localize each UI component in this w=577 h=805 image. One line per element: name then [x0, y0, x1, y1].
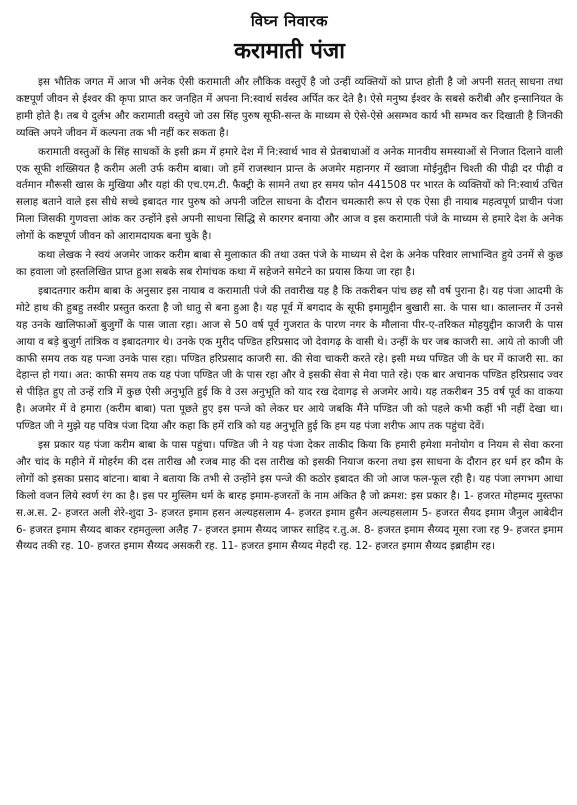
paragraph: इबादतगार करीम बाबा के अनुसार इस नायाब व करामाती पंजे की तवारीख यह है कि तकरीबन पांच छह सौ वर्ष पुराना है। यह पंजा आदमी के मोटे हाथ की हुबहु तस्वीर प्रस्तुत करता है जो धातु से बना हुआ है। यह पूर्व में बगदाद के सूफी इमामुद्दीन बुखारी सा. के पास था। कालान्तर में उनसे यह उनके खालिफाओं बुजुर्गों के पास जाता रहा। आज से 50 वर्ष पूर्व गुजरात के पारण नगर के मौलाना पीर-ए-तरिकत मोहयुद्दीन काजरी के पास आया व बड़े बुजुर्ग तांत्रिक व इबादतगार थे। उनके एक मुरीद पण्डित हरिप्रसाद जो देवागढ़ के वासी थे। उन्हीं के घर जब काजरी सा. आये तो काजी जी काफी समय तक यह पन्जा उनके पास रहा। पण्डित हरिप्रसाद काजरी सा. की सेवा चाकरी करते रहे। इसी मध्य पण्डित जी के घर में काजरी सा. का देहान्त हो गया। अत: काफी समय तक यह पंजा पण्डित जी के पास रहा और वे इसकी सेवा से मेवा पाते रहे। एक बार अचानक पण्डित हरिप्रसाद ज्वर से पीड़ित हुए तो उन्हें रात्रि में कुछ ऐसी अनुभूति हुई कि वे उस अनुभूति को याद रख देवागढ़ से अजमेर आये। यह तकरीबन 35 वर्ष पूर्व का वाकया है। अजमेर में वे हमारा (करीम बाबा) पता पूछते हुए इस पन्जे को लेकर घर आये जबकि मैंने पण्डित जी को पहले कभी कहीं भी नहीं देखा था। पण्डित जी ने मुझे यह पवित्र पंजा दिया और कहा कि हमें रात्रि को यह अनुभूति हुई कि हम यह पंजा शरीफ आप तक पहुंचा देवें।: [16, 284, 564, 433]
paragraph: इस प्रकार यह पंजा करीम बाबा के पास पहुंचा। पण्डित जी ने यह पंजा देकर ताकीद किया कि हमारी हमेशा मनोयोग व नियम से सेवा करना और चांद के महीने में मोहर्रम की दस तारीख औ रजब माह की दस तारीख को इसकी नियाज करना तथा इस साधना के दौरान हर धर्म हर कौम के लोगों को इसका प्रसाद बांटना। बाबा ने बताया कि तभी से उन्होंने इस पन्जे की कठोर इबादत की जो आज फल-फूल रही है। यह पंजा लगभग आधा किलो वजन लिये स्वर्ण रंग का है। इस पर मुस्लिम धर्म के बारह इमाम-हजरतों के नाम अंकित है जो क्रमश: इस प्रकार है। 1- हजरत मोहम्मद मुस्तफा स.अ.स. 2- हजरत अली शेरे-शुदा 3- हजरत इमाम हसन अल्यहसलाम 4- हजरत इमाम हुसैन अल्यहसलाम 5- हजरत सैयद इमाम जैनुल आबेदीन 6- हजरत इमाम सैय्यद बाकर रहमतुल्ला अलैह 7- हजरत इमाम सैय्यद जाफर साहिद र.तु.अ. 8- हजरत इमाम सैय्यद मूसा रजा रह 9- हजरत इमाम सैय्यद तकी रह. 10- हजरत इमाम सैय्यद असकरी रह. 11- हजरत इमाम सैय्यद मेहदी रह. 12- हजरत इमाम सैय्यद इब्राहीम रह।: [16, 439, 563, 553]
article-body: [16, 74, 563, 555]
header-title: विघ्न निवारक: [250, 12, 329, 30]
paragraph: करामाती वस्तुओं के सिंह साधकों के इसी क्रम में हमारे देश में नि:स्वार्थ भाव से प्रेतबाधाओं व अनेक मानवीय समस्याओं से निजात दिलाने वाली एक सूफी शख्सियत है करीम अली उर्फ करीम बाबा। जो हमें राजस्थान प्रान्त के अजमेर महानगर में ख्वाजा मोईनुद्दीन चिश्ती की पीढ़ी दर पीढ़ी व वर्तमान मौरूसी खास के मुखिया और यहां की एच.एम.टी. फैक्ट्री के सामने तथा हर समय फोन 441508 पर भारत के व्यक्तियों को नि:स्वार्थ उचित सलाह बताने वाले इस सीधे सच्चे इबादत गार पुरुष को अपनी जटिल साधना के दौरान चमत्कारी रूप से एक ऐसा ही नायाब महत्वपूर्ण प्राचीन पंजा मिला जिसकी गुणवत्ता आंक कर उन्होंने इसे अपनी साधना सिद्धि से कारगर बनाया और आज व इस करामाती पंजे के माध्यम से हमारे देश के अनेक लोगों के कष्टपूर्ण जीवन को आरामदायक बना चुके है।: [16, 145, 563, 243]
article-title: करामाती पंजा: [234, 39, 345, 64]
paragraph: इस भौतिक जगत में आज भी अनेक ऐसी करामाती और लौकिक वस्तुऐं है जो उन्हीं व्यक्तियों को प्राप्त होती है जो अपनी सतत् साधना तथा कष्टपूर्ण जीवन से ईश्वर की कृपा प्राप्त कर जनहित में अपना नि:स्वार्थ सर्वस्व अर्पित कर देते है। ऐसे मनुष्य ईश्वर के सबसे करीबी और इन्सानियत के हामी होते है। तब ये दुर्लभ और करामाती वस्तुये जो उस सिंह पुरुष सूफी-सन्त के माध्यम से ऐसे-ऐसे असम्भव कार्य भी सम्भव कर दिखाती है जिनकी व्यक्ति अपने जीवन में कल्पना तक भी नहीं कर सकता है।: [16, 76, 563, 139]
paragraph: कथा लेखक ने स्वयं अजमेर जाकर करीम बाबा से मुलाकात की तथा उक्त पंजे के माध्यम से देश के अनेक परिवार लाभान्वित हुये उनमें से कुछ का हवाला जो हस्तलिखित प्राप्त हुआ सबके सब रोमांचक कथा में सहेजने समेटने का प्रयास किया जा रहा है।: [16, 249, 563, 278]
